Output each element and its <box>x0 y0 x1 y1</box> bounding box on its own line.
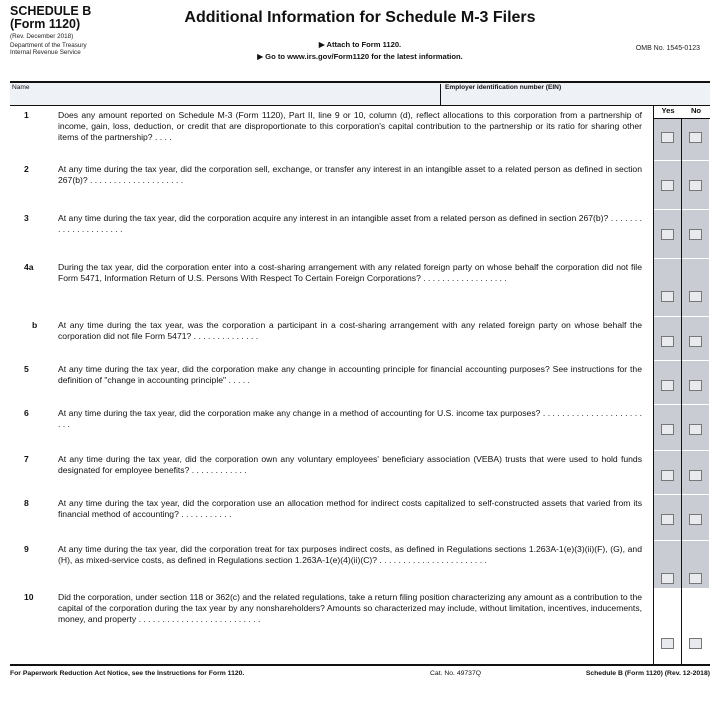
no-checkbox[interactable] <box>689 132 702 143</box>
answer-columns <box>653 106 710 664</box>
form-title: Additional Information for Schedule M-3 Filers <box>184 9 536 26</box>
question-text: At any time during the tax year, did the corporation use an allocation method for indirect costs capitalized to self-constructed assets that varied from its financial method of accounting? . . . . . . . . . . . <box>58 498 642 519</box>
question-text: At any time during the tax year, was the corporation a participant in a cost-sharing arrangement with any related foreign party on whose behalf the corporation did not file Form 5471? . . . . . . . . . . . . . . <box>58 320 642 341</box>
question-text: At any time during the tax year, did the corporation acquire any interest in an intangible asset from a related person as defined in section 267(b)? . . . . . . . . . . . . . . . . . . . . . <box>58 213 642 234</box>
question-text: At any time during the tax year, did the corporation make any change in accounting principle for financial accounting purposes? See instructions for the definition of "change in accounting principle" . . . . . <box>58 364 642 385</box>
yes-checkbox[interactable] <box>661 424 674 435</box>
form-revision-footer: Schedule B (Form 1120) (Rev. 12-2018) <box>585 670 710 677</box>
question-text: At any time during the tax year, did the corporation sell, exchange, or transfer any interest in an intangible asset to a related person as defined in section 267(b)? . . . . . . . . . . . . . . . . . . . . <box>58 164 642 185</box>
website-instruction: ▶ Go to www.irs.gov/Form1120 for the latest information. <box>257 52 463 61</box>
schedule-label: SCHEDULE B <box>10 4 92 18</box>
revision-date: (Rev. December 2018) <box>10 33 74 40</box>
question-number: 3 <box>24 213 29 223</box>
question-number: 5 <box>24 364 29 374</box>
questions-section <box>10 106 710 664</box>
question-number: 10 <box>24 592 34 602</box>
yes-checkbox[interactable] <box>661 132 674 143</box>
question-number: 2 <box>24 164 29 174</box>
question-number: 9 <box>24 544 29 554</box>
form-header <box>10 5 710 83</box>
yes-checkbox[interactable] <box>661 380 674 391</box>
yes-checkbox[interactable] <box>661 336 674 347</box>
no-checkbox[interactable] <box>689 514 702 525</box>
question-number: 8 <box>24 498 29 508</box>
question-text: At any time during the tax year, did the corporation own any voluntary employees' beneficiary association (VEBA) trusts that were used to hold funds designated for employee benefits? . . . . . . . . . . . . <box>58 454 642 475</box>
no-column-header: No <box>682 106 710 119</box>
form-id-block <box>10 5 138 57</box>
question-number: 6 <box>24 408 29 418</box>
question-number: 4a <box>24 262 34 272</box>
question-number: b <box>32 320 38 330</box>
no-checkbox[interactable] <box>689 424 702 435</box>
form-page <box>10 5 710 693</box>
question-text: At any time during the tax year, did the corporation make any change in a method of accounting for U.S. income tax purposes? . . . . . . . . . . . . . . . . . . . . . . . . <box>58 408 642 429</box>
no-checkbox[interactable] <box>689 180 702 191</box>
yes-checkbox[interactable] <box>661 291 674 302</box>
yes-checkbox[interactable] <box>661 638 674 649</box>
yes-checkbox[interactable] <box>661 514 674 525</box>
yes-checkbox[interactable] <box>661 180 674 191</box>
question-number: 7 <box>24 454 29 464</box>
agency: Internal Revenue Service <box>10 49 81 57</box>
no-checkbox[interactable] <box>689 291 702 302</box>
yes-checkbox[interactable] <box>661 470 674 481</box>
question-text: During the tax year, did the corporation enter into a cost-sharing arrangement with any related foreign party on whose behalf the corporation did not file Form 5471, Information Return of U.S. Persons With Respect To Certain Foreign Corporations? . . . . . . . . . . . . . . . . . . <box>58 262 642 283</box>
no-checkbox[interactable] <box>689 638 702 649</box>
ein-field[interactable] <box>440 84 561 105</box>
ein-label: Employer identification number (EIN) <box>445 84 562 91</box>
no-checkbox[interactable] <box>689 229 702 240</box>
no-checkbox[interactable] <box>689 380 702 391</box>
catalog-number: Cat. No. 49737Q <box>430 670 482 677</box>
no-checkbox[interactable] <box>689 470 702 481</box>
yes-column-header: Yes <box>654 106 682 119</box>
form-number: (Form 1120) <box>10 17 81 31</box>
name-ein-row <box>10 83 710 106</box>
omb-number: OMB No. 1545-0123 <box>635 45 700 52</box>
yes-checkbox[interactable] <box>661 573 674 584</box>
form-footer <box>10 664 710 686</box>
no-cell <box>682 259 709 316</box>
name-label: Name <box>12 84 30 91</box>
question-text: At any time during the tax year, did the corporation treat for tax purposes indirect costs, as defined in Regulations sections 1.263A-1(e)(3)(ii)(F), (G), and (H), as mixed-service costs, as defined in Regulations section 1.263A-1(e)(4)(ii)(C)? . . . . . . . . . . . . . . . . . . . . . . . <box>58 544 642 565</box>
title-block <box>140 5 580 61</box>
question-text: Does any amount reported on Schedule M-3 (Form 1120), Part II, line 9 or 10, column (d), reflect allocations to this corporation from a partnership of income, gain, loss, deduction, or credit that are disproportionate to this corporation's capital contribution to the partnership or its ratio for sharing other items of the partnership? . . . . <box>58 110 642 142</box>
name-field[interactable] <box>12 84 30 91</box>
question-text: Did the corporation, under section 118 or 362(c) and the related regulations, take a return filing position characterizing any amount as a contribution to the capital of the corporation during the tax year by any nonshareholders? Amounts so characterized may include, without limitation, incentives, inducements, money, and property . . . . . . . . . . . . . . . . . . . . . . . . . . <box>58 592 642 624</box>
yes-cell <box>654 259 681 316</box>
attach-instruction: ▶ Attach to Form 1120. <box>318 40 402 49</box>
no-checkbox[interactable] <box>689 336 702 347</box>
question-number: 1 <box>24 110 29 120</box>
department: Department of the Treasury <box>10 42 87 50</box>
yes-checkbox[interactable] <box>661 229 674 240</box>
paperwork-notice: For Paperwork Reduction Act Notice, see the Instructions for Form 1120. <box>10 670 245 677</box>
no-checkbox[interactable] <box>689 573 702 584</box>
